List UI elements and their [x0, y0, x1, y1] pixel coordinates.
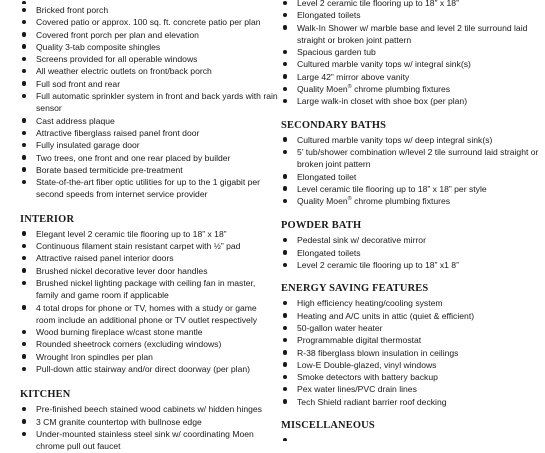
list-item: Elegant level 2 ceramic tile flooring up to 18” x 18” [20, 228, 278, 240]
secondary-baths-feature-list [281, 134, 543, 208]
list-item: 4 total drops for phone or TV, homes with a study or game room include an additional phone or TV outlet respectively [20, 302, 278, 327]
section-heading-powder-bath: POWDER BATH [281, 220, 362, 232]
section-heading-miscellaneous: MISCELLANEOUS [281, 420, 375, 432]
list-item: Fully insulated garage door [20, 139, 278, 151]
miscellaneous-feature-list [281, 434, 543, 441]
exterior-feature-list [20, 0, 278, 201]
list-item: Programmable digital thermostat [281, 334, 543, 346]
list-item: Covered patio or approx. 100 sq. ft. concrete patio per plan [20, 16, 278, 28]
list-item: Bricked front porch [20, 4, 278, 16]
list-item: Wrought Iron spindles per plan [20, 351, 278, 363]
master-bath-feature-list [281, 0, 543, 108]
list-item: Brushed nickel decorative lever door handles [20, 265, 278, 277]
list-item: State-of-the-art fiber optic utilities for up to the 1 gigabit per second speeds from internet service provider [20, 176, 278, 201]
section-heading-energy-saving: ENERGY SAVING FEATURES [281, 283, 429, 295]
registered-mark: ® [347, 84, 352, 91]
list-item: Large walk-in closet with shoe box (per plan) [281, 95, 543, 107]
list-item: Rounded sheetrock corners (excluding windows) [20, 338, 278, 350]
list-item: Quality 3-tab composite shingles [20, 41, 278, 53]
quality-moen-suffix: chrome plumbing fixtures [351, 84, 451, 95]
list-item: 3 CM granite countertop with bullnose edge [20, 416, 278, 428]
list-item: Heating and A/C units in attic (quiet & efficient) [281, 310, 543, 322]
list-item: Tech Shield radiant barrier roof decking [281, 396, 543, 408]
list-item: Spacious garden tub [281, 46, 543, 58]
left-column [20, 0, 278, 453]
section-heading-secondary-baths: SECONDARY BATHS [281, 119, 387, 131]
powder-bath-feature-list [281, 234, 543, 271]
registered-mark: ® [347, 196, 352, 203]
list-item: Large 42” mirror above vanity [281, 71, 543, 83]
quality-moen-text: Quality Moen [297, 196, 348, 207]
list-item [281, 434, 543, 441]
list-item: Elongated toilet [281, 171, 543, 183]
list-item: Under-mounted stainless steel sink w/ coordinating Moen chrome pull out faucet [20, 428, 278, 453]
list-item: Pedestal sink w/ decorative mirror [281, 234, 543, 246]
list-item: Level 2 ceramic tile flooring up to 18” x 18” [281, 0, 543, 9]
list-item: Low-E Double-glazed, vinyl windows [281, 359, 543, 371]
list-item: Attractive fiberglass raised panel front door [20, 127, 278, 139]
section-heading-interior: INTERIOR [20, 213, 75, 225]
list-item: R-38 fiberglass blown insulation in ceilings [281, 347, 543, 359]
interior-feature-list [20, 228, 278, 376]
list-item: Wood burning fireplace w/cast stone mantle [20, 326, 278, 338]
list-item: Cast address plaque [20, 115, 278, 127]
list-item: Pull-down attic stairway and/or direct doorway (per plan) [20, 363, 278, 375]
energy-saving-feature-list [281, 297, 543, 408]
list-item: 50-gallon water heater [281, 322, 543, 334]
list-item: Walk-In Shower w/ marble base and level 2 tile surround laid straight or broken joint pattern [281, 22, 543, 47]
right-column [281, 0, 543, 441]
list-item: Cultured marble vanity tops w/ integral sink(s) [281, 58, 543, 70]
quality-moen-text: Quality Moen [297, 84, 348, 95]
list-item: Brushed nickel lighting package with ceiling fan in master, family and game room if applicable [20, 277, 278, 302]
list-item: Borate based termiticide pre-treatment [20, 164, 278, 176]
list-item: High efficiency heating/cooling system [281, 297, 543, 309]
kitchen-feature-list [20, 403, 278, 452]
quality-moen-suffix: chrome plumbing fixtures [351, 196, 451, 207]
list-item: All weather electric outlets on front/back porch [20, 65, 278, 77]
list-item: Elongated toilets [281, 247, 543, 259]
section-heading-kitchen: KITCHEN [20, 389, 71, 401]
list-item: Level 2 ceramic tile flooring up to 18” x1 8” [281, 259, 543, 271]
list-item [281, 83, 543, 95]
list-item: Pre-finished beech stained wood cabinets w/ hidden hinges [20, 403, 278, 415]
list-item [281, 195, 543, 207]
list-item: Level ceramic tile flooring up to 18” x 18” per style [281, 183, 543, 195]
list-item: 5’ tub/shower combination w/level 2 tile surround laid straight or broken joint pattern [281, 146, 543, 171]
list-item: Attractive raised panel interior doors [20, 252, 278, 264]
list-item: Covered front porch per plan and elevation [20, 29, 278, 41]
list-item: Full sod front and rear [20, 78, 278, 90]
list-item: Smoke detectors with battery backup [281, 371, 543, 383]
list-item: Full automatic sprinkler system in front and back yards with rain sensor [20, 90, 278, 115]
list-item: Two trees, one front and one rear placed by builder [20, 152, 278, 164]
list-item: Cultured marble vanity tops w/ deep integral sink(s) [281, 134, 543, 146]
list-item: Elongated toilets [281, 9, 543, 21]
list-item: Continuous filament stain resistant carpet with ½” pad [20, 240, 278, 252]
list-item: Pex water lines/PVC drain lines [281, 383, 543, 395]
list-item: Screens provided for all operable windows [20, 53, 278, 65]
